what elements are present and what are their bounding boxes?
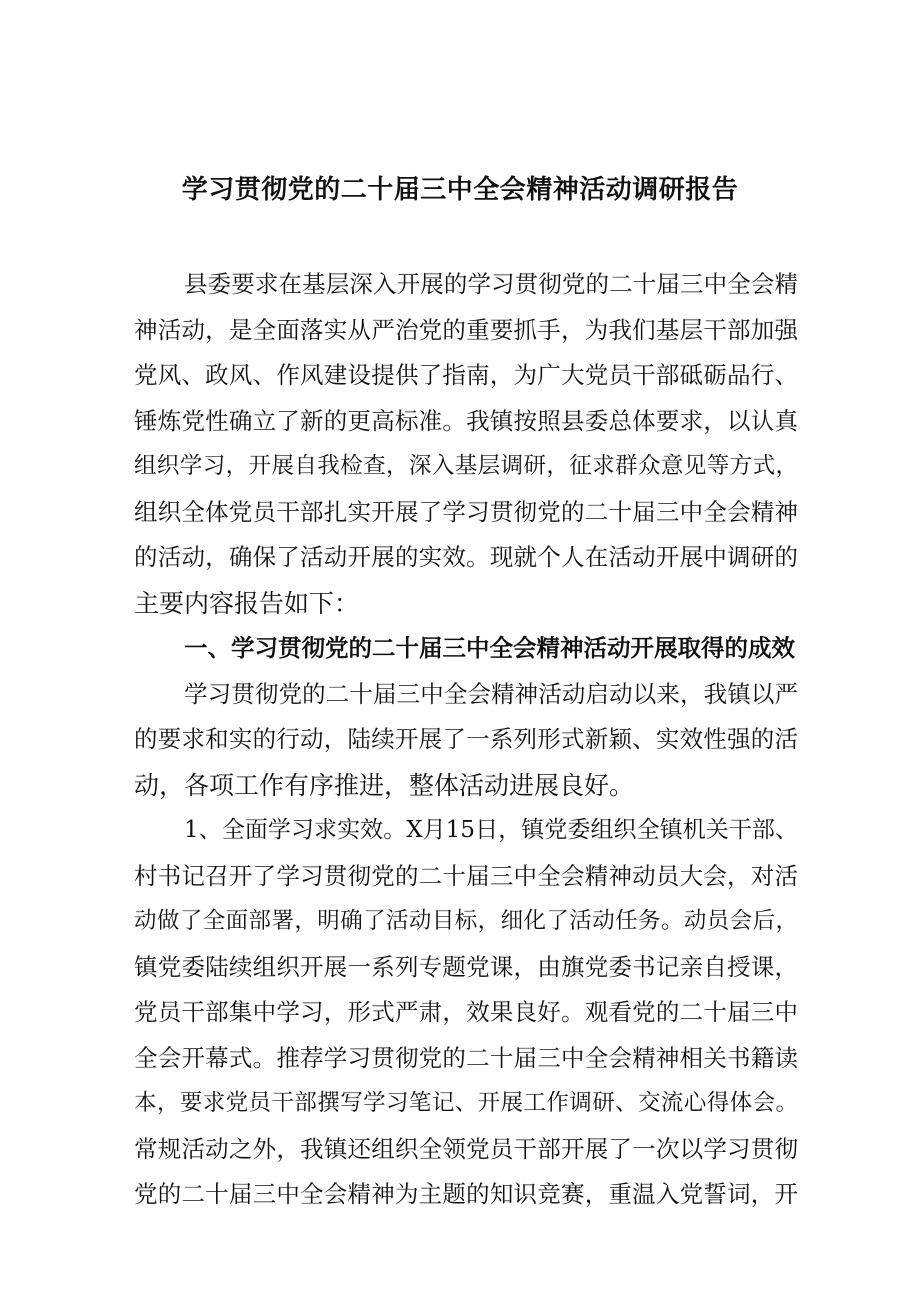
paragraph-line: 1、全面学习求实效。X月15日，镇党委组织全镇机关干部、 bbox=[184, 817, 798, 843]
paragraph-line: 动，各项工作有序推进，整体活动进展良好。 bbox=[134, 770, 635, 800]
paragraph-line: 主要内容报告如下： bbox=[134, 588, 360, 618]
paragraph-line: 的活动，确保了活动开展的实效。现就个人在活动开展中调研的 bbox=[134, 543, 798, 571]
paragraph-line: 组织全体党员干部扎实开展了学习贯彻党的二十届三中全会精神 bbox=[134, 497, 798, 526]
paragraph-line: 锤炼党性确立了新的更高标准。我镇按照县委总体要求，以认真 bbox=[134, 406, 798, 435]
paragraph-line: 神活动，是全面落实从严治党的重要抓手，为我们基层干部加强 bbox=[134, 315, 798, 344]
paragraph-line: 党员干部集中学习，形式严肃，效果良好。观看党的二十届三中 bbox=[134, 998, 798, 1026]
paragraph-line: 本，要求党员干部撰写学习笔记、开展工作调研、交流心得体会。 bbox=[134, 1090, 798, 1116]
paragraph-line: 常规活动之外，我镇还组织全领党员干部开展了一次以学习贯彻 bbox=[134, 1134, 798, 1163]
paragraph-line: 全会开幕式。推荐学习贯彻党的二十届三中全会精神相关书籍读 bbox=[134, 1043, 798, 1072]
paragraph-line: 党风、政风、作风建设提供了指南，为广大党员干部砥砺品行、 bbox=[134, 361, 798, 389]
paragraph-line: 镇党委陆续组织开展一系列专题党课，由旗党委书记亲自授课， bbox=[134, 952, 798, 981]
paragraph-line: 党的二十届三中全会精神为主题的知识竞赛，重温入党誓词，开 bbox=[134, 1180, 798, 1208]
section-heading: 一、学习贯彻党的二十届三中全会精神活动开展取得的成效 bbox=[184, 634, 795, 662]
paragraph-line: 学习贯彻党的二十届三中全会精神活动启动以来，我镇以严 bbox=[184, 679, 798, 708]
paragraph-line: 动做了全面部署，明确了活动目标，细化了活动任务。动员会后， bbox=[134, 908, 798, 934]
document-title: 学习贯彻党的二十届三中全会精神活动调研报告 bbox=[181, 175, 739, 205]
document-body bbox=[134, 262, 798, 1218]
paragraph-line: 的要求和实的行动，陆续开展了一系列形式新颖、实效性强的活 bbox=[134, 725, 798, 753]
paragraph-line: 县委要求在基层深入开展的学习贯彻党的二十届三中全会精 bbox=[184, 270, 798, 298]
paragraph-line: 村书记召开了学习贯彻党的二十届三中全会精神动员大会，对活 bbox=[134, 861, 798, 890]
paragraph-line: 组织学习，开展自我检查，深入基层调研，征求群众意见等方式， bbox=[134, 453, 798, 479]
